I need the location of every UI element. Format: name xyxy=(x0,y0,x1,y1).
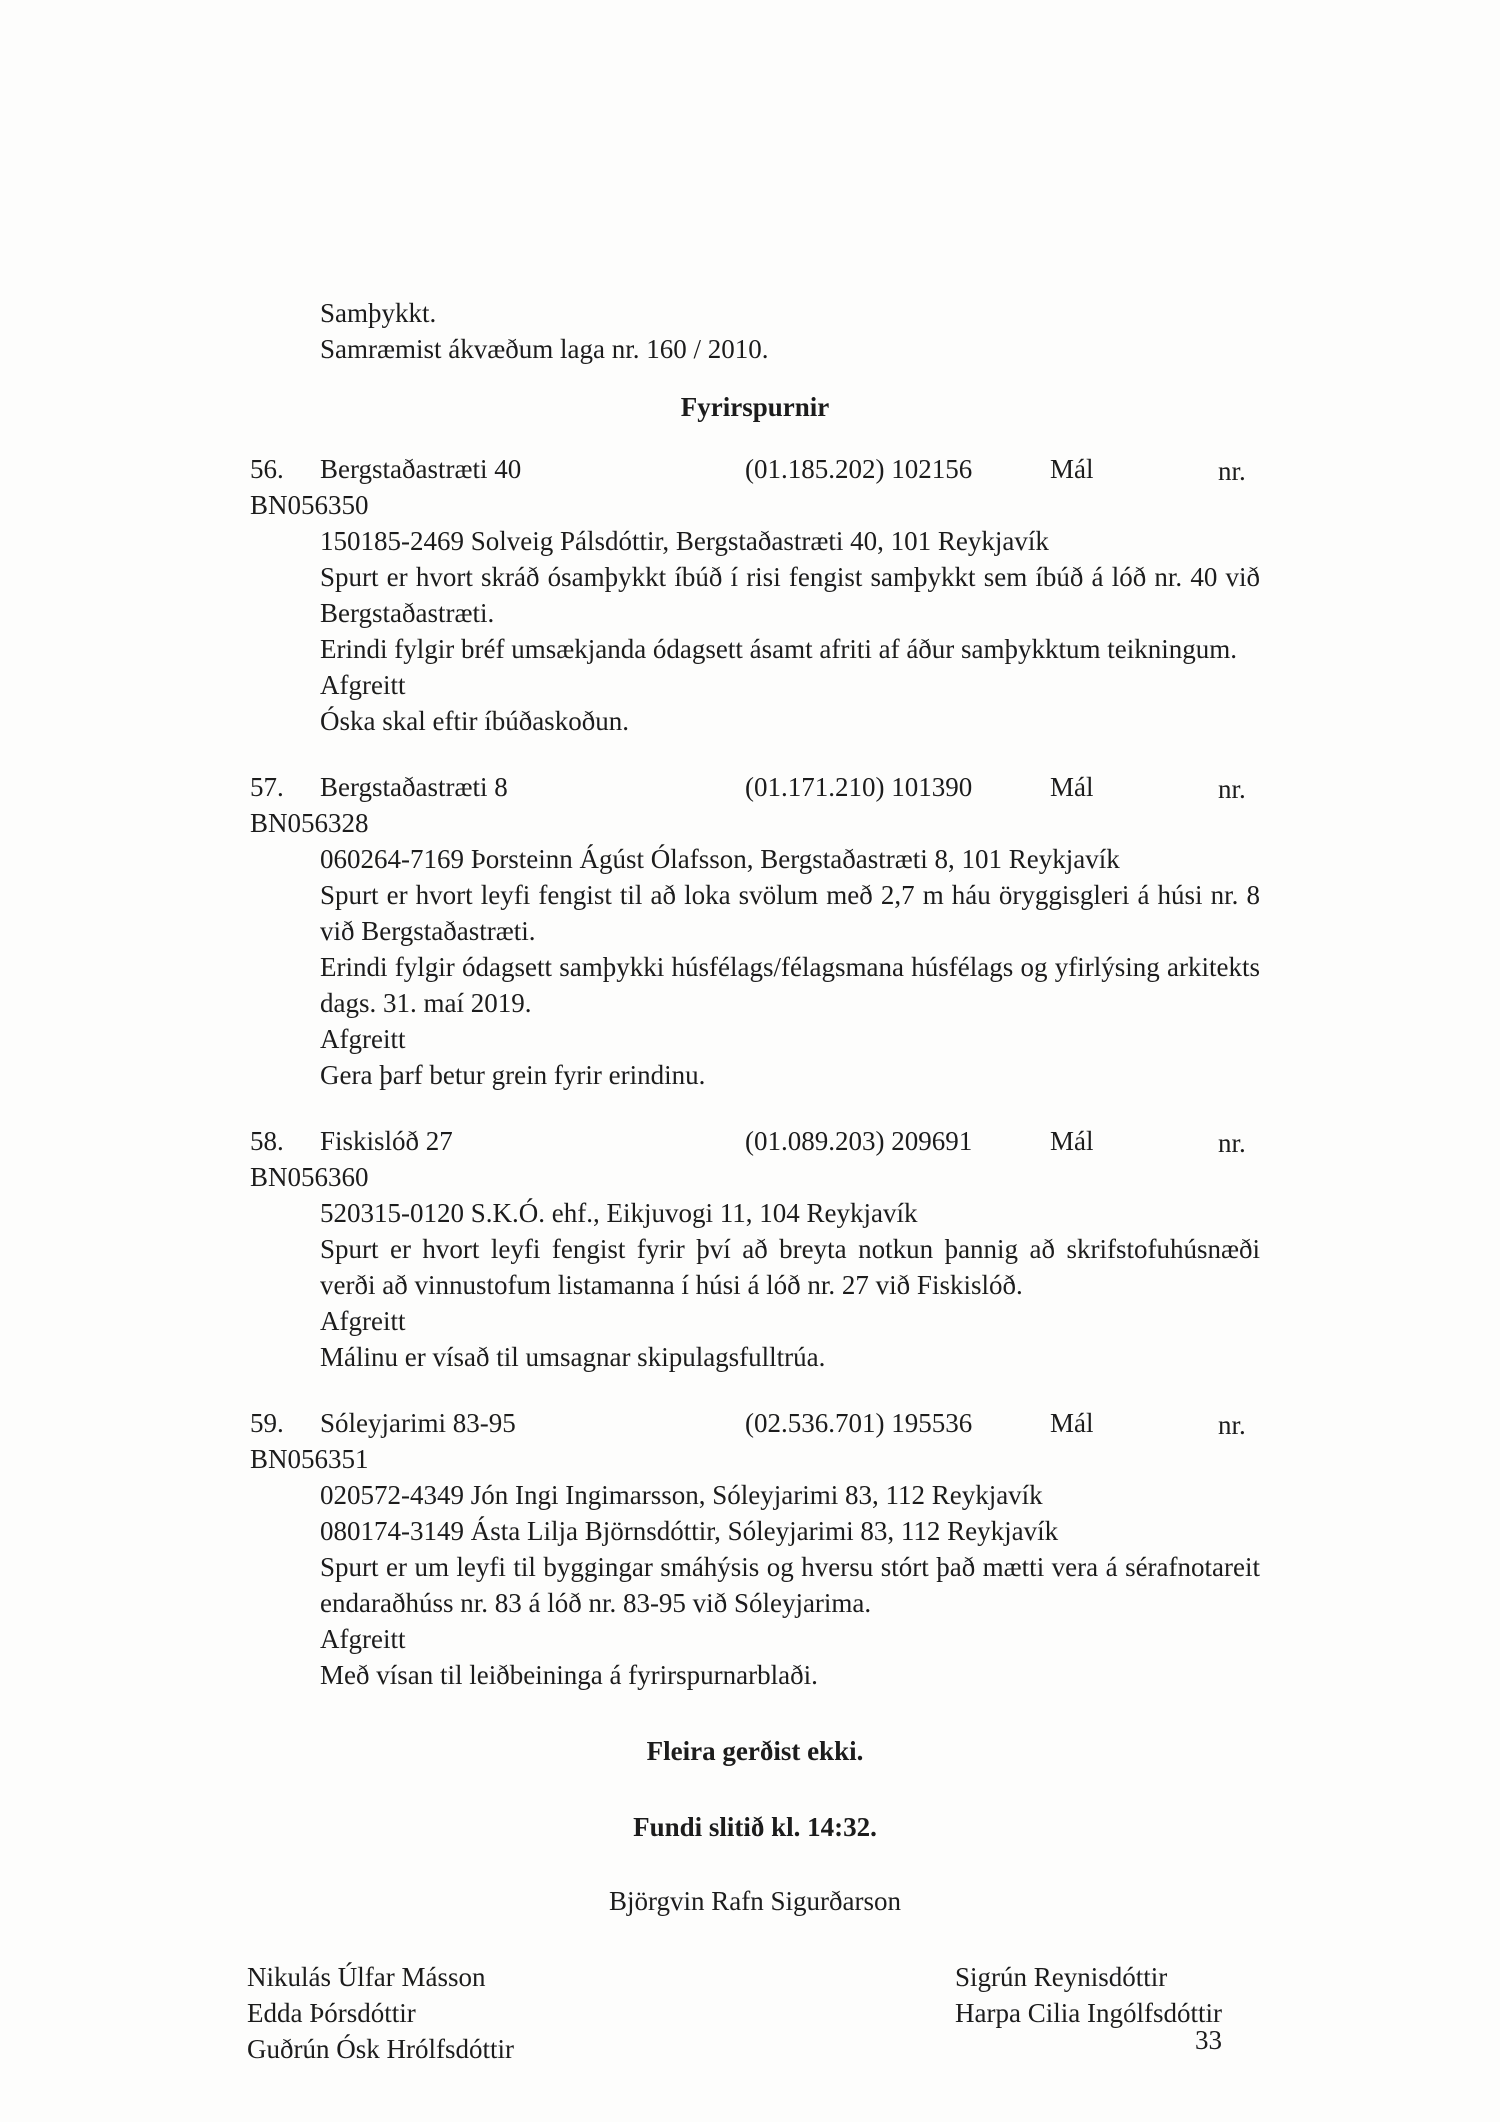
intro-line: Samþykkt. xyxy=(320,298,437,328)
item-paragraph: Afgreitt xyxy=(320,1024,406,1054)
item-coordinates: (02.536.701) 195536 xyxy=(745,1408,973,1438)
item-bn-number: BN056328 xyxy=(250,808,369,838)
item-body xyxy=(320,523,1260,739)
signature-chair: Björgvin Rafn Sigurðarson xyxy=(609,1886,901,1916)
signatures-right-column xyxy=(955,1959,1222,2031)
item-paragraph: 520315-0120 S.K.Ó. ehf., Eikjuvogi 11, 104 Reykjavík xyxy=(320,1198,918,1228)
item-paragraph: Afgreitt xyxy=(320,670,406,700)
item-nr-label: nr. xyxy=(1218,456,1246,486)
item-body xyxy=(320,1195,1260,1375)
signature-name: Nikulás Úlfar Másson xyxy=(247,1962,486,1992)
document-content xyxy=(247,295,1260,2079)
agenda-item xyxy=(250,1405,1260,1693)
intro-line: Samræmist ákvæðum laga nr. 160 / 2010. xyxy=(320,334,769,364)
item-address: Bergstaðastræti 8 xyxy=(320,772,508,802)
item-nr-label: nr. xyxy=(1218,1410,1246,1440)
item-paragraph: Spurt er hvort leyfi fengist til að loka svölum með 2,7 m háu öryggisgleri á húsi nr. 8 við Bergstaðastræti. xyxy=(320,880,1260,946)
closing-line-meeting-adjourned: Fundi slitið kl. 14:32. xyxy=(633,1812,877,1842)
item-paragraph: Með vísan til leiðbeininga á fyrirspurnarblaði. xyxy=(320,1660,818,1690)
item-paragraph: Afgreitt xyxy=(320,1624,406,1654)
item-case-label: Mál xyxy=(1050,772,1094,802)
item-bn-number: BN056360 xyxy=(250,1162,369,1192)
signatures-block xyxy=(247,1959,1260,2079)
page-number: 33 xyxy=(1195,2025,1222,2055)
section-heading: Fyrirspurnir xyxy=(680,392,830,422)
item-coordinates: (01.089.203) 209691 xyxy=(745,1126,973,1156)
item-coordinates: (01.185.202) 102156 xyxy=(745,454,973,484)
item-address: Fiskislóð 27 xyxy=(320,1126,453,1156)
signature-name: Edda Þórsdóttir xyxy=(247,1998,416,2028)
item-header xyxy=(250,1405,1260,1441)
agenda-item xyxy=(250,769,1260,1093)
item-case-label: Mál xyxy=(1050,1408,1094,1438)
item-paragraph: Erindi fylgir ódagsett samþykki húsfélags/félagsmana húsfélags og yfirlýsing arkitekts dags. 31. maí 2019. xyxy=(320,952,1260,1018)
signature-name: Harpa Cilia Ingólfsdóttir xyxy=(955,1998,1222,2028)
signature-name: Sigrún Reynisdóttir xyxy=(955,1962,1168,1992)
item-case-label: Mál xyxy=(1050,1126,1094,1156)
item-paragraph: Spurt er hvort leyfi fengist fyrir því að breyta notkun þannig að skrifstofuhúsnæði verði að vinnustofum listamanna í húsi á lóð nr. 27 við Fiskislóð. xyxy=(320,1234,1260,1300)
agenda-item xyxy=(250,1123,1260,1375)
item-body xyxy=(320,1477,1260,1693)
agenda-item xyxy=(250,451,1260,739)
signature-name: Guðrún Ósk Hrólfsdóttir xyxy=(247,2034,514,2064)
item-number: 57. xyxy=(250,772,284,802)
item-paragraph: Erindi fylgir bréf umsækjanda ódagsett ásamt afriti af áður samþykktum teikningum. xyxy=(320,634,1238,664)
item-nr-label: nr. xyxy=(1218,1128,1246,1158)
item-paragraph: Málinu er vísað til umsagnar skipulagsfulltrúa. xyxy=(320,1342,826,1372)
item-number: 56. xyxy=(250,454,284,484)
item-paragraph: 150185-2469 Solveig Pálsdóttir, Bergstaðastræti 40, 101 Reykjavík xyxy=(320,526,1049,556)
item-case-label: Mál xyxy=(1050,454,1094,484)
signatures-left-column xyxy=(247,1959,514,2067)
item-paragraph: Óska skal eftir íbúðaskoðun. xyxy=(320,706,629,736)
item-address: Bergstaðastræti 40 xyxy=(320,454,522,484)
intro-block xyxy=(320,295,1260,367)
closing-line-no-more-business: Fleira gerðist ekki. xyxy=(646,1736,864,1766)
item-nr-label: nr. xyxy=(1218,774,1246,804)
item-body xyxy=(320,841,1260,1093)
item-bn-number: BN056350 xyxy=(250,490,369,520)
item-bn-number: BN056351 xyxy=(250,1444,369,1474)
item-paragraph: Spurt er hvort skráð ósamþykkt íbúð í risi fengist samþykkt sem íbúð á lóð nr. 40 við Bergstaðastræti. xyxy=(320,562,1260,628)
item-header xyxy=(250,1123,1260,1159)
item-number: 58. xyxy=(250,1126,284,1156)
item-header xyxy=(250,451,1260,487)
item-header xyxy=(250,769,1260,805)
item-paragraph: Gera þarf betur grein fyrir erindinu. xyxy=(320,1060,706,1090)
item-paragraph: 060264-7169 Þorsteinn Ágúst Ólafsson, Bergstaðastræti 8, 101 Reykjavík xyxy=(320,844,1120,874)
item-paragraph: 020572-4349 Jón Ingi Ingimarsson, Sóleyjarimi 83, 112 Reykjavík xyxy=(320,1480,1043,1510)
item-paragraph: Afgreitt xyxy=(320,1306,406,1336)
item-number: 59. xyxy=(250,1408,284,1438)
item-paragraph: 080174-3149 Ásta Lilja Björnsdóttir, Sóleyjarimi 83, 112 Reykjavík xyxy=(320,1516,1059,1546)
item-coordinates: (01.171.210) 101390 xyxy=(745,772,973,802)
item-paragraph: Spurt er um leyfi til byggingar smáhýsis og hversu stórt það mætti vera á sérafnotareit endaraðhúss nr. 83 á lóð nr. 83-95 við Sóleyjarima. xyxy=(320,1552,1260,1618)
item-address: Sóleyjarimi 83-95 xyxy=(320,1408,516,1438)
